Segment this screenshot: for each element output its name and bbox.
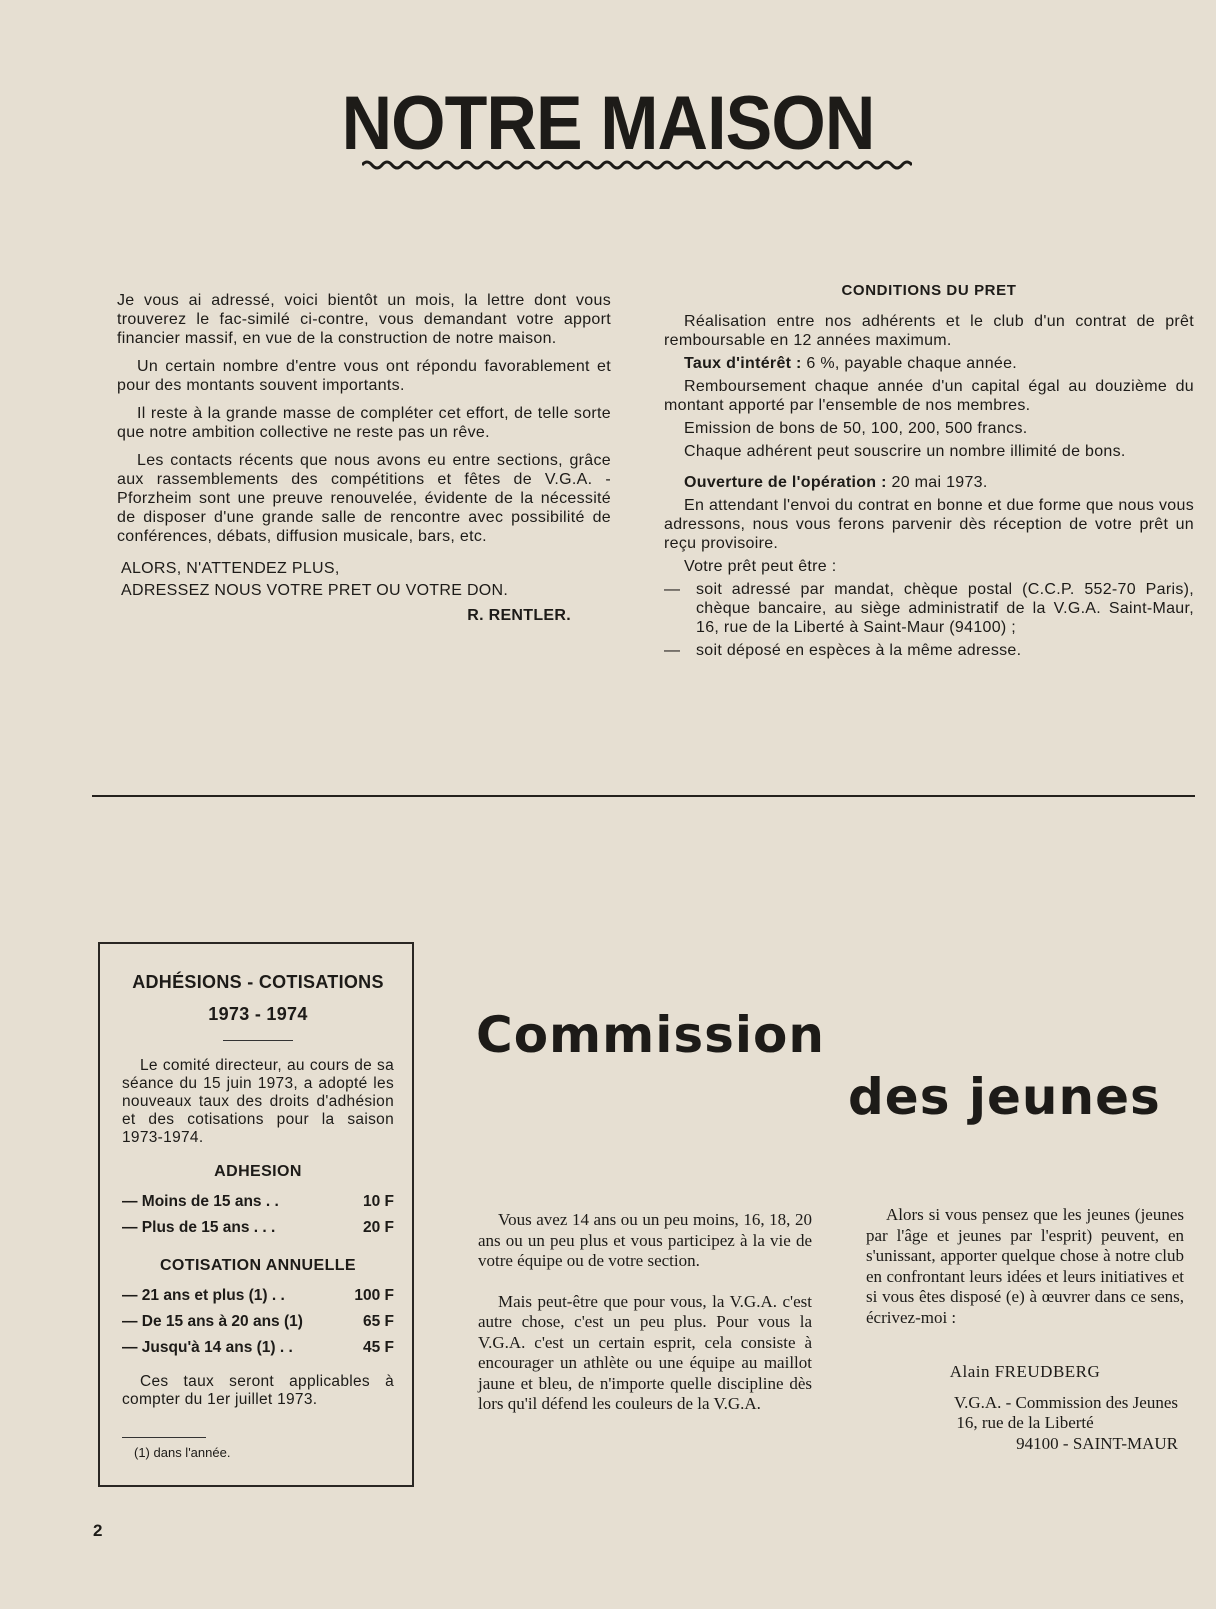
rate-label: — Plus de 15 ans . . . <box>122 1219 276 1236</box>
letter-paragraph: Les contacts récents que nous avons eu entre sections, grâce aux rassemblements des compétitions et fêtes de V.G.A. - Pforzheim sont une preuve renouvelée, évidente de la nécessité de disposer d'une grande salle de rencontre avec possibilité de conférences, débats, diffusion musicale, bars, etc. <box>117 452 611 545</box>
wavy-underline <box>362 158 912 172</box>
dash-item: — soit déposé en espèces à la même adresse. <box>664 642 1022 659</box>
conditions-paragraph: Réalisation entre nos adhérents et le club d'un contrat de prêt remboursable en 12 années maximum. <box>664 313 1194 349</box>
closing-line-2: ADRESSEZ NOUS VOTRE PRET OU VOTRE DON. <box>121 582 509 599</box>
rate-label: — Moins de 15 ans . . <box>122 1193 279 1210</box>
commission-paragraph: Alors si vous pensez que les jeunes (jeunes par l'âge et jeunes par l'esprit) peuvent, en s'unissant, apporter quelque chose à notre club en confrontant leurs idées et leurs initiatives et si vous êtes disposé (e) à œuvrer dans ce sens, écrivez-moi : <box>866 1205 1184 1327</box>
cotisation-row <box>122 1335 394 1361</box>
opening-line <box>664 473 1194 492</box>
footnote: (1) dans l'année. <box>134 1445 231 1460</box>
interest-label: Taux d'intérêt : <box>684 355 802 372</box>
page-title: NOTRE MAISON <box>341 81 875 166</box>
commission-title-1: Commission <box>476 1006 825 1064</box>
closing-line-1: ALORS, N'ATTENDEZ PLUS, <box>121 560 340 577</box>
adhesion-heading: ADHESION <box>214 1163 302 1180</box>
footnote-rule <box>122 1437 206 1438</box>
fees-intro: Le comité directeur, au cours de sa séance du 15 juin 1973, a adopté les nouveaux taux des droits d'adhésion et des cotisations pour la saison 1973-1974. <box>122 1057 394 1146</box>
rate-value: 20 F <box>362 1219 394 1236</box>
contact-line-1: V.G.A. - Commission des Jeunes <box>954 1392 1178 1412</box>
conditions-column <box>664 281 1194 660</box>
letter-paragraph: Je vous ai adressé, voici bientôt un mois, la lettre dont vous trouverez le fac-similé ci-contre, vous demandant votre apport financier massif, en vue de la construction de notre maison. <box>117 292 611 347</box>
title-rule <box>223 1040 293 1041</box>
rate-label: — 21 ans et plus (1) . . <box>122 1287 285 1304</box>
rate-value: 65 F <box>362 1313 394 1330</box>
commission-column-1 <box>478 1210 812 1435</box>
fees-box <box>98 942 414 1487</box>
fees-title-1: ADHÉSIONS - COTISATIONS <box>132 972 384 992</box>
rate-value: 10 F <box>362 1193 394 1210</box>
conditions-paragraph: En attendant l'envoi du contrat en bonne et due forme que nous vous adressons, nous vous ferons parvenir dès réception de votre prêt un reçu provisoire. <box>664 497 1194 552</box>
commission-paragraph: Mais peut-être que pour vous, la V.G.A. c'est autre chose, c'est un peu plus. Pour vous la V.G.A. c'est un certain esprit, cela consiste à encourager un athlète ou une équipe au maillot jaune et bleu, de n'importe quelle discipline dès lors qu'il défend les couleurs de la V.G.A. <box>478 1291 812 1413</box>
letter-column <box>117 291 611 625</box>
conditions-paragraph: Remboursement chaque année d'un capital égal au douzième du montant apporté par l'ensemble de nos membres. <box>664 378 1194 414</box>
dash-item-text: soit adressé par mandat, chèque postal (C.C.P. 552-70 Paris), chèque bancaire, au siège administratif de la V.G.A. Saint-Maur, 16, rue de la Liberté à Saint-Maur (94100) ; <box>696 581 1194 636</box>
dash-item: — soit adressé par mandat, chèque postal (C.C.P. 552-70 Paris), chèque bancaire, au siège administratif de la V.G.A. Saint-Maur, 16, rue de la Liberté à Saint-Maur (94100) ; <box>664 581 1194 636</box>
conditions-paragraph: Chaque adhérent peut souscrire un nombre illimité de bons. <box>684 443 1126 460</box>
interest-line <box>664 354 1194 373</box>
opening-label: Ouverture de l'opération : <box>684 474 887 491</box>
adhesion-row <box>122 1189 394 1215</box>
opening-value: 20 mai 1973. <box>891 474 988 491</box>
adhesion-row <box>122 1215 394 1241</box>
contact-line-3: 94100 - SAINT-MAUR <box>1016 1433 1178 1453</box>
cotisation-row <box>122 1309 394 1335</box>
fees-title-2: 1973 - 1974 <box>208 1004 308 1024</box>
contact-line-2: 16, rue de la Liberté <box>956 1413 1094 1432</box>
interest-value: 6 %, payable chaque année. <box>806 355 1018 372</box>
signature: R. RENTLER. <box>467 607 571 624</box>
cotisation-heading: COTISATION ANNUELLE <box>159 1257 357 1274</box>
rate-value: 100 F <box>354 1287 394 1304</box>
conditions-paragraph: Votre prêt peut être : <box>684 558 837 575</box>
rate-value: 45 F <box>362 1339 394 1356</box>
rate-label: — De 15 ans à 20 ans (1) <box>122 1313 303 1330</box>
rate-label: — Jusqu'à 14 ans (1) . . <box>122 1339 293 1356</box>
page-number: 2 <box>93 1521 103 1540</box>
commission-column-2 <box>866 1205 1184 1454</box>
letter-paragraph: Il reste à la grande masse de compléter cet effort, de telle sorte que notre ambition collective ne reste pas un rêve. <box>117 405 611 441</box>
commission-paragraph: Vous avez 14 ans ou un peu moins, 16, 18, 20 ans ou un peu plus et vous participez à la vie de votre équipe ou de votre section. <box>478 1210 812 1270</box>
contact-name: Alain FREUDBERG <box>949 1362 1101 1381</box>
dash-item-text: soit déposé en espèces à la même adresse. <box>696 642 1022 659</box>
conditions-paragraph: Emission de bons de 50, 100, 200, 500 francs. <box>684 420 1028 437</box>
commission-title-2: des jeunes <box>848 1068 1161 1126</box>
conditions-heading: CONDITIONS DU PRET <box>841 282 1017 299</box>
applicable-note: Ces taux seront applicables à compter du 1er juillet 1973. <box>122 1373 394 1408</box>
section-divider <box>92 795 1195 797</box>
letter-paragraph: Un certain nombre d'entre vous ont répondu favorablement et pour des montants souvent importants. <box>117 358 611 394</box>
cotisation-row <box>122 1283 394 1309</box>
